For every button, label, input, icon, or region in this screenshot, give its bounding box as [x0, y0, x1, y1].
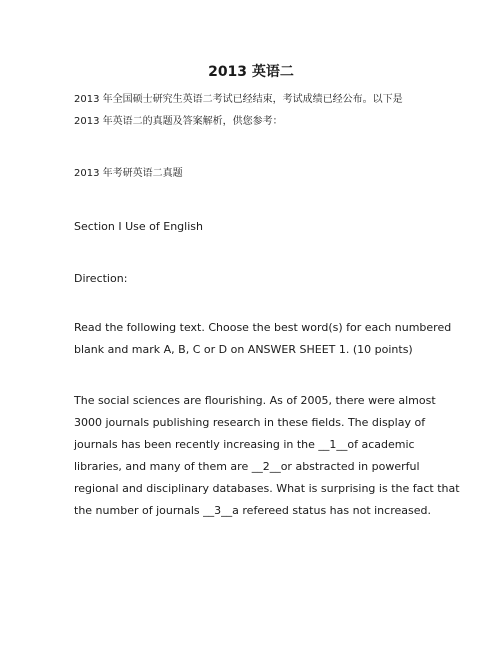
direction-paragraph	[74, 317, 452, 361]
intro-line: 2013 年全国硕士研究生英语二考试已经结束，考试成绩已经公布。以下是	[74, 94, 403, 105]
exam-heading: 2013 年考研英语二真题	[74, 168, 183, 179]
passage-line: 3000 journals publishing research in these fields. The display of	[74, 416, 426, 429]
intro-line: 2013 年英语二的真题及答案解析，供您参考：	[74, 116, 283, 127]
direction-line: blank and mark A, B, C or D on ANSWER SHEET 1. (10 points)	[74, 343, 413, 356]
passage-line: the number of journals __3__a refereed status has not increased.	[74, 504, 431, 517]
passage-line: The social sciences are flourishing. As of 2005, there were almost	[74, 394, 436, 407]
passage-line: journals has been recently increasing in the __1__of academic	[74, 438, 415, 451]
direction-line: Read the following text. Choose the best word(s) for each numbered	[74, 321, 452, 334]
passage-paragraph	[74, 390, 460, 522]
section-heading: Section I Use of English	[74, 220, 203, 233]
direction-label: Direction:	[74, 272, 128, 285]
passage-line: regional and disciplinary databases. What is surprising is the fact that	[74, 482, 460, 495]
document-title: 2013 英语二	[208, 64, 294, 80]
intro-paragraph	[74, 89, 430, 133]
passage-line: libraries, and many of them are __2__or abstracted in powerful	[74, 460, 420, 473]
